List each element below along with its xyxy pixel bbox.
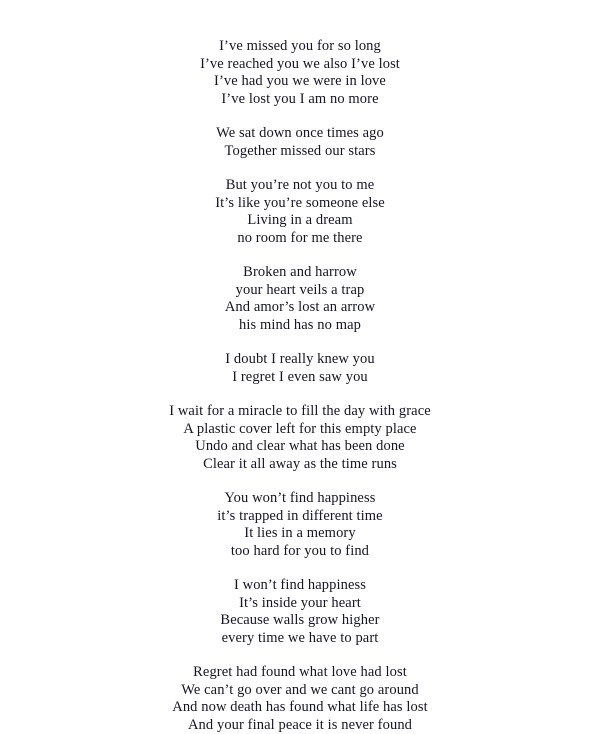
poem-line: no room for me there [215, 230, 385, 248]
poem-line: We sat down once times ago [216, 125, 384, 143]
poem-line: You won’t find happiness [217, 490, 382, 508]
stanza [172, 664, 428, 734]
poem-line: But you’re not you to me [215, 177, 385, 195]
stanza [217, 490, 382, 560]
stanza [225, 351, 374, 386]
poem-line: I doubt I really knew you [225, 351, 374, 369]
stanza [215, 177, 385, 247]
poem-line: I’ve had you we were in love [200, 73, 400, 91]
poem-line: I won’t find happiness [220, 577, 379, 595]
poem-line: Because walls grow higher [220, 612, 379, 630]
poem-line: I’ve missed you for so long [200, 38, 400, 56]
poem-line: I wait for a miracle to fill the day with grace [169, 403, 431, 421]
poem-line: I’ve lost you I am no more [200, 91, 400, 109]
poem-line: too hard for you to find [217, 543, 382, 561]
poem-line: It’s inside your heart [220, 595, 379, 613]
poem-line: I regret I even saw you [225, 369, 374, 387]
poem-line: Clear it all away as the time runs [169, 456, 431, 474]
poem-line: It lies in a memory [217, 525, 382, 543]
poem-line: And your final peace it is never found [172, 717, 428, 734]
poem-line: Together missed our stars [216, 143, 384, 161]
poem-line: And amor’s lost an arrow [225, 299, 375, 317]
poem-line: your heart veils a trap [225, 282, 375, 300]
poem-line: his mind has no map [225, 317, 375, 335]
poem-line: I’ve reached you we also I’ve lost [200, 56, 400, 74]
poem-line: We can’t go over and we cant go around [172, 682, 428, 700]
stanza [169, 403, 431, 473]
poem-line: it’s trapped in different time [217, 508, 382, 526]
poem-line: Living in a dream [215, 212, 385, 230]
stanza [225, 264, 375, 334]
poem-line: Regret had found what love had lost [172, 664, 428, 682]
poem-line: It’s like you’re someone else [215, 195, 385, 213]
stanza [216, 125, 384, 160]
stanza [200, 38, 400, 108]
poem-line: every time we have to part [220, 630, 379, 648]
stanza [220, 577, 379, 647]
poem-line: Undo and clear what has been done [169, 438, 431, 456]
poem-line: And now death has found what life has lost [172, 699, 428, 717]
poem-line: A plastic cover left for this empty place [169, 421, 431, 439]
poem-line: Broken and harrow [225, 264, 375, 282]
